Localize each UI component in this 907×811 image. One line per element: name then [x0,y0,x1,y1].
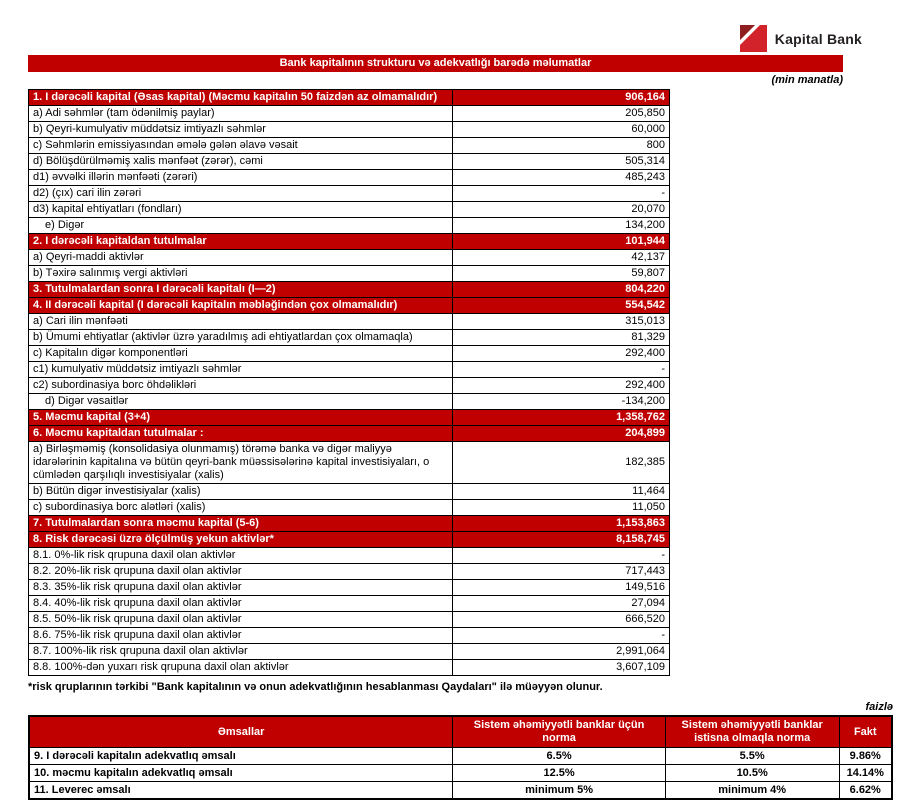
ratios-header-fact: Fakt [839,716,892,748]
row-value: 906,164 [453,90,670,106]
row-value: - [453,362,670,378]
row-label: c) Kapitalın digər komponentləri [29,346,453,362]
row-label: 9. I dərəcəli kapitalın adekvatlıq əmsalı [29,748,453,765]
table-row [29,250,670,266]
ratios-table-head [29,716,892,748]
row-label: 8.8. 100%-dən yuxarı risk qrupuna daxil olan aktivlər [29,660,453,676]
row-label: d) Bölüşdürülməmiş xalis mənfəət (zərər), cəmi [29,154,453,170]
row-label: 8.1. 0%-lik risk qrupuna daxil olan aktivlər [29,548,453,564]
table-row [29,378,670,394]
table-row [29,218,670,234]
row-label: 3. Tutulmalardan sonra I dərəcəli kapitalı (I—2) [29,282,453,298]
table-row [29,782,892,800]
row-value: 59,807 [453,266,670,282]
row-value: 315,013 [453,314,670,330]
table-row [29,765,892,782]
table-row [29,202,670,218]
row-value: 42,137 [453,250,670,266]
unit-note: (min manatla) [771,74,843,86]
table-row [29,548,670,564]
row-value: 101,944 [453,234,670,250]
row-label: 8.2. 20%-lik risk qrupuna daxil olan aktivlər [29,564,453,580]
table-row [29,580,670,596]
row-value: 485,243 [453,170,670,186]
row-label: 8.7. 100%-lik risk qrupuna daxil olan aktivlər [29,644,453,660]
table-row [29,612,670,628]
row-label: a) Cari ilin mənfəəti [29,314,453,330]
row-label: d1) əvvəlki illərin mənfəəti (zərəri) [29,170,453,186]
row-value: 1,358,762 [453,410,670,426]
table-row [29,644,670,660]
table-row [29,90,670,106]
table-row [29,596,670,612]
row-fact: 9.86% [839,748,892,765]
row-value: 81,329 [453,330,670,346]
row-value: 292,400 [453,346,670,362]
row-label: c) subordinasiya borc alətləri (xalis) [29,500,453,516]
row-label: d) Digər vəsaitlər [29,394,453,410]
row-label: b) Təxirə salınmış vergi aktivləri [29,266,453,282]
row-value: 205,850 [453,106,670,122]
row-value: 1,153,863 [453,516,670,532]
table-row [29,282,670,298]
row-value: - [453,548,670,564]
ratios-header-row [29,716,892,748]
table-row [29,138,670,154]
ratios-header-non-systemic-norm: Sistem əhəmiyyətli banklar istisna olmaqla norma [665,716,839,748]
row-label: 8. Risk dərəcəsi üzrə ölçülmüş yekun aktivlər* [29,532,453,548]
row-norm-non-systemic: minimum 4% [665,782,839,800]
table-row [29,532,670,548]
logo-text: Kapital Bank [774,30,862,47]
table-row [29,516,670,532]
row-value: 8,158,745 [453,532,670,548]
row-label: 8.5. 50%-lik risk qrupuna daxil olan aktivlər [29,612,453,628]
row-label: 8.4. 40%-lik risk qrupuna daxil olan aktivlər [29,596,453,612]
row-label: 6. Məcmu kapitaldan tutulmalar : [29,426,453,442]
row-label: a) Adi səhmlər (tam ödənilmiş paylar) [29,106,453,122]
row-label: 5. Məcmu kapital (3+4) [29,410,453,426]
table-row [29,170,670,186]
row-label: b) Qeyri-kumulyativ müddətsiz imtiyazlı səhmlər [29,122,453,138]
row-label: c) Səhmlərin emissiyasından əmələ gələn əlavə vəsait [29,138,453,154]
row-norm-non-systemic: 5.5% [665,748,839,765]
table-row [29,748,892,765]
row-value: 800 [453,138,670,154]
row-label: 10. məcmu kapitalın adekvatlıq əmsalı [29,765,453,782]
row-value: 60,000 [453,122,670,138]
table-row [29,410,670,426]
table-row [29,186,670,202]
row-value: 11,050 [453,500,670,516]
table-row [29,154,670,170]
row-norm-non-systemic: 10.5% [665,765,839,782]
risk-groups-footnote: *risk qruplarının tərkibi "Bank kapitalının və onun adekvatlığının hesablanması Qaydaları" ilə müəyyən olunur. [28,681,603,693]
row-norm-systemic: minimum 5% [453,782,666,800]
row-label: 7. Tutulmalardan sonra məcmu kapital (5-6) [29,516,453,532]
row-norm-systemic: 12.5% [453,765,666,782]
table-row [29,426,670,442]
row-value: 134,200 [453,218,670,234]
row-label: 8.6. 75%-lik risk qrupuna daxil olan aktivlər [29,628,453,644]
row-label: a) Birləşməmiş (konsolidasiya olunmamış) törəmə banka və digər maliyyə idarələrinin kapitalına və bütün qeyri-bank müəssisələrinə kapital investisiyaları, o cümlədən qarşılıqlı investisiyalar (xalis) [29,442,453,484]
row-value: 666,520 [453,612,670,628]
row-label: 4. II dərəcəli kapital (I dərəcəli kapitalın məbləğindən çox olmamalıdır) [29,298,453,314]
row-value: 149,516 [453,580,670,596]
table-row [29,234,670,250]
logo-mark-icon [740,25,767,52]
row-value: -134,200 [453,394,670,410]
row-label: c2) subordinasiya borc öhdəlikləri [29,378,453,394]
percent-note: faizlə [865,701,893,713]
row-value: 292,400 [453,378,670,394]
row-value: 2,991,064 [453,644,670,660]
table-row [29,660,670,676]
ratios-header-systemic-norm: Sistem əhəmiyyətli banklar üçün norma [453,716,666,748]
kapital-bank-logo [740,25,862,52]
row-label: b) Ümumi ehtiyatlar (aktivlər üzrə yaradılmış adi ehtiyatlardan çox olmamaqla) [29,330,453,346]
header-logo-row [0,0,907,55]
row-norm-systemic: 6.5% [453,748,666,765]
table-row [29,564,670,580]
adequacy-ratios-table [28,715,893,800]
row-label: 8.3. 35%-lik risk qrupuna daxil olan aktivlər [29,580,453,596]
row-value: - [453,628,670,644]
table-row [29,628,670,644]
ratios-table-body [29,748,892,800]
table-row [29,394,670,410]
row-label: 11. Leverec əmsalı [29,782,453,800]
table-row [29,122,670,138]
row-value: 505,314 [453,154,670,170]
row-value: 20,070 [453,202,670,218]
report-title-banner: Bank kapitalının strukturu və adekvatlığı barədə məlumatlar [28,55,843,72]
row-fact: 14.14% [839,765,892,782]
row-value: 204,899 [453,426,670,442]
row-value: 182,385 [453,442,670,484]
table-row [29,362,670,378]
table-row [29,330,670,346]
capital-table-body [29,90,670,676]
row-value: 11,464 [453,484,670,500]
table-row [29,298,670,314]
table-row [29,314,670,330]
table-row [29,442,670,484]
row-label: d3) kapital ehtiyatları (fondları) [29,202,453,218]
table-row [29,106,670,122]
ratios-header-coefficients: Əmsallar [29,716,453,748]
row-value: 717,443 [453,564,670,580]
row-label: 1. I dərəcəli kapital (Əsas kapital) (Məcmu kapitalın 50 faizdən az olmamalıdır) [29,90,453,106]
row-value: 3,607,109 [453,660,670,676]
row-value: 554,542 [453,298,670,314]
table-row [29,346,670,362]
row-label: 2. I dərəcəli kapitaldan tutulmalar [29,234,453,250]
table-row [29,484,670,500]
row-label: c1) kumulyativ müddətsiz imtiyazlı səhmlər [29,362,453,378]
table-row [29,266,670,282]
row-value: 804,220 [453,282,670,298]
row-fact: 6.62% [839,782,892,800]
capital-structure-table [28,89,670,676]
row-label: d2) (çıx) cari ilin zərəri [29,186,453,202]
table-row [29,500,670,516]
row-label: b) Bütün digər investisiyalar (xalis) [29,484,453,500]
row-label: a) Qeyri-maddi aktivlər [29,250,453,266]
row-value: 27,094 [453,596,670,612]
row-label: e) Digər [29,218,453,234]
row-value: - [453,186,670,202]
